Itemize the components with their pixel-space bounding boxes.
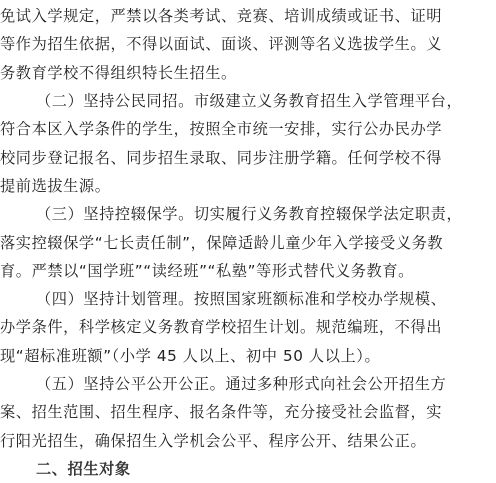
paragraph-line: 案、招生范围、招生程序、报名条件等，充分接受社会监督，实 xyxy=(0,403,443,422)
section-item-3-line: （三）坚持控辍保学。切实履行义务教育控辍保学法定职责， xyxy=(36,205,463,224)
paragraph-line: 符合本区入学条件的学生，按照全市统一安排，实行公办民办学 xyxy=(0,120,443,139)
section-item-2-line: （二）坚持公民同招。市级建立义务教育招生入学管理平台， xyxy=(36,91,463,110)
paragraph-line: 等作为招生依据，不得以面试、面谈、评测等名义选拔学生。义 xyxy=(0,35,443,54)
section-heading: 二、招生对象 xyxy=(36,460,131,478)
paragraph-line: 现“超标准班额”（小学 45 人以上、初中 50 人以上）。 xyxy=(0,346,381,365)
paragraph-line: 务教育学校不得组织特长生招生。 xyxy=(0,63,237,82)
paragraph-line: 办学条件，科学核定义务教育学校招生计划。规范编班，不得出 xyxy=(0,318,443,337)
paragraph-line: 行阳光招生，确保招生入学机会公平、程序公开、结果公正。 xyxy=(0,431,427,450)
section-item-4-line: （四）坚持计划管理。按照国家班额标准和学校办学规模、 xyxy=(36,290,447,309)
paragraph-line: 落实控辍保学“七长责任制”，保障适龄儿童少年入学接受义务教 xyxy=(0,233,444,252)
paragraph-line: 校同步登记报名、同步招生录取、同步注册学籍。任何学校不得 xyxy=(0,148,443,167)
paragraph-line: 免试入学规定，严禁以各类考试、竞赛、培训成绩或证书、证明 xyxy=(0,7,443,25)
section-item-5-line: （五）坚持公平公开公正。通过多种形式向社会公开招生方 xyxy=(36,375,447,394)
paragraph-line: 提前选拔生源。 xyxy=(0,176,111,195)
paragraph-line: 育。严禁以“国学班”“读经班”“私塾”等形式替代义务教育。 xyxy=(0,261,414,280)
